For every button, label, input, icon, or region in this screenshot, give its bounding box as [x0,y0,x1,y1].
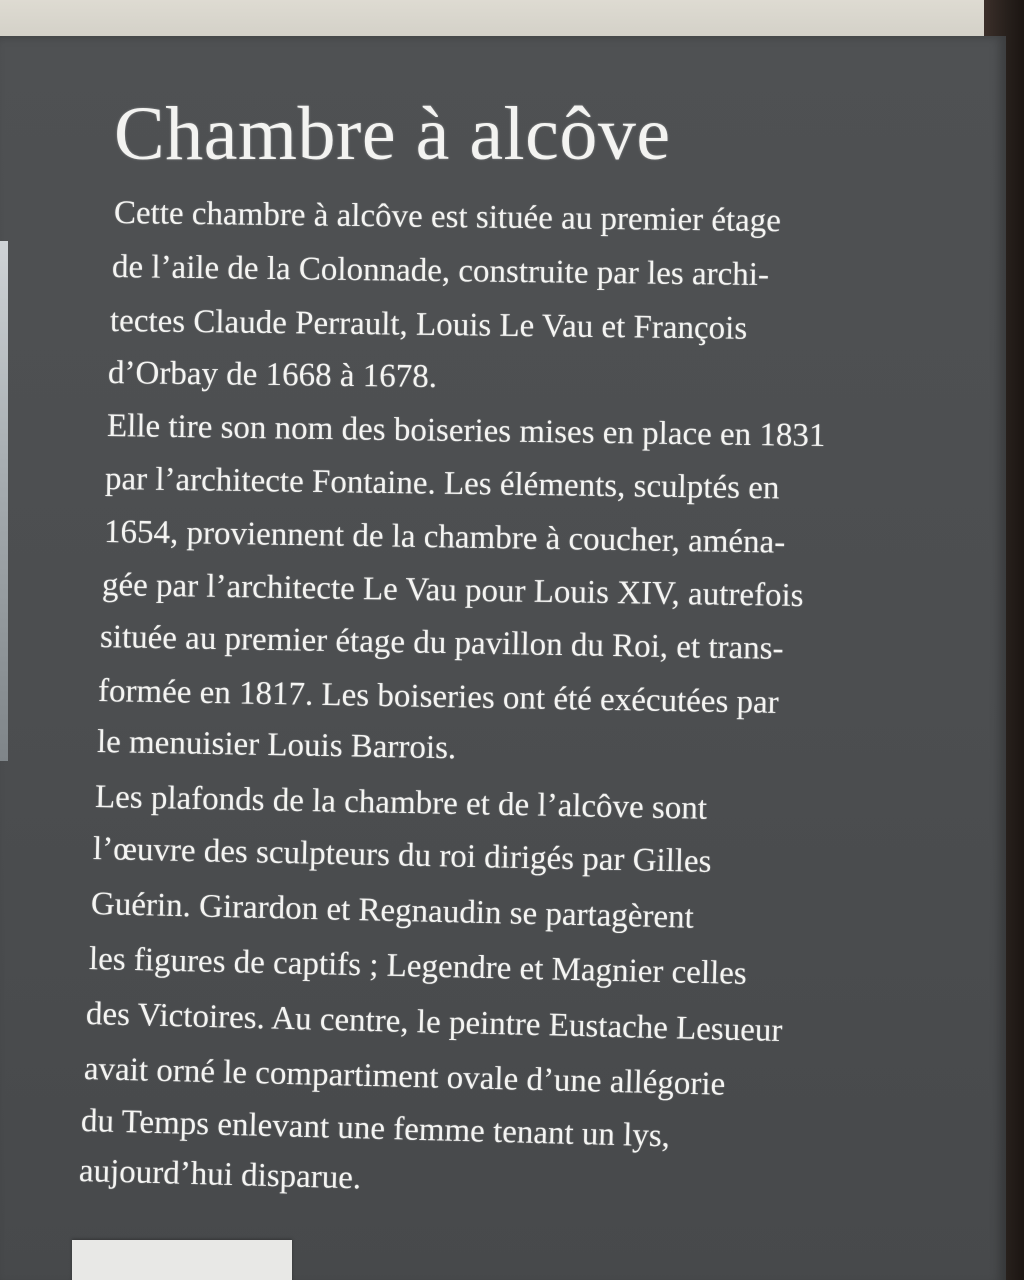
text-line: des Victoires. Au centre, le peintre Eustache Lesueur [85,996,783,1050]
museum-sign-panel [0,36,1006,1280]
text-line: avait orné le compartiment ovale d’une allégorie [83,1051,726,1103]
text-line: le menuisier Louis Barrois. [96,724,457,767]
text-line: gée par l’architecte Le Vau pour Louis XIV, autrefois [101,567,804,615]
wall-background [0,0,1010,40]
text-line: du Temps enlevant une femme tenant un lys, [80,1103,671,1155]
text-line: de l’aile de la Colonnade, construite par les archi- [111,249,770,294]
text-line: Elle tire son nom des boiseries mises en place en 1831 [106,408,826,455]
text-line: Guérin. Girardon et Regnaudin se partagèrent [90,886,695,936]
text-line: formée en 1817. Les boiseries ont été exécutées par [97,673,780,721]
text-line: par l’architecte Fontaine. Les éléments, sculptés en [104,461,780,507]
text-line: aujourd’hui disparue. [78,1153,362,1197]
text-line: d’Orbay de 1668 à 1678. [107,355,438,396]
sign-body-text [0,36,1006,1280]
text-line: située au premier étage du pavillon du Roi, et trans- [99,619,784,667]
text-line: Cette chambre à alcôve est située au premier étage [113,195,782,240]
sign-title: Chambre à alcôve [114,92,671,176]
text-line: les figures de captifs ; Legendre et Magnier celles [88,941,748,992]
text-line: Les plafonds de la chambre et de l’alcôve sont [94,779,708,827]
label-card-corner [72,1240,292,1280]
text-line: l’œuvre des sculpteurs du roi dirigés par Gilles [92,831,712,880]
text-line: 1654, proviennent de la chambre à coucher, aména- [103,514,786,561]
text-line: tectes Claude Perrault, Louis Le Vau et François [109,303,748,347]
